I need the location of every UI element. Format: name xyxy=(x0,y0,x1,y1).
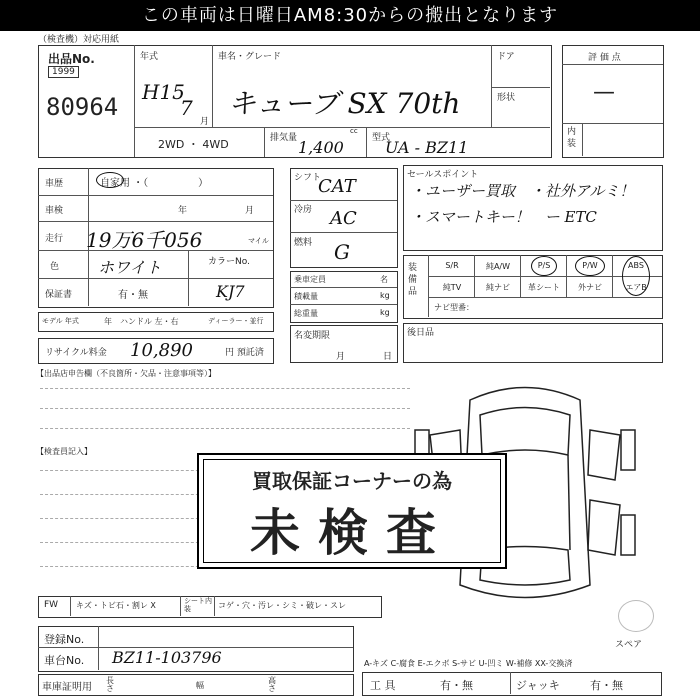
chassis-value: BZ11-103796 xyxy=(112,648,222,667)
model-year-era: H15 xyxy=(142,80,185,104)
inspection-month: 月 xyxy=(245,206,255,216)
equipment-label: 装備品 xyxy=(408,263,418,297)
capacity-label-1: 積載量 xyxy=(294,292,318,301)
aircon-value: AC xyxy=(330,208,357,229)
spare-label: スペア xyxy=(615,640,643,650)
shift-value: CAT xyxy=(318,176,356,197)
mileage-unit: マイル xyxy=(248,237,269,245)
model-year-month-suffix: 月 xyxy=(200,117,210,127)
cert-length: 長さ xyxy=(106,676,114,693)
color-value: ホワイト xyxy=(98,258,162,277)
cert-height: 高さ xyxy=(268,676,276,693)
fw-label: FW xyxy=(44,600,59,610)
drive-label: 2WD ・ 4WD xyxy=(158,138,229,151)
header-note: （検査機）対応用紙 xyxy=(38,35,120,45)
sales-points-label: セールスポイント xyxy=(407,170,479,180)
grade-label: 評 価 点 xyxy=(588,53,621,63)
listing-year-tag: 1999 xyxy=(48,66,79,78)
capacity-label-2: 総重量 xyxy=(294,309,318,318)
equip-aw: 純A/W xyxy=(485,262,511,271)
grade-value: — xyxy=(593,80,615,105)
capacity-label-0: 乗車定員 xyxy=(294,275,326,284)
mileage-label: 走行 xyxy=(45,234,64,244)
model-row-dealer: ディーラー・並行 xyxy=(208,317,264,325)
equip-navi: 純ナビ xyxy=(486,283,510,292)
sales-point-line-1: ・スマートキー！ ー ETC xyxy=(410,208,597,226)
recycle-value: 10,890 xyxy=(130,340,193,361)
equip-tv: 純TV xyxy=(442,283,462,292)
abs-airbag-circle xyxy=(622,256,650,296)
model-row-label: モデル 年式 xyxy=(42,317,79,325)
model-code-value: UA - BZ11 xyxy=(385,138,469,157)
model-row-year: 年 xyxy=(104,317,112,326)
displacement-unit: cc xyxy=(350,127,358,135)
car-name-value: キューブ SX 70th xyxy=(228,87,461,120)
jack-value: 有・無 xyxy=(590,679,623,692)
equip-airbag: エアB xyxy=(625,283,647,292)
car-name-label: 車名・グレード xyxy=(218,52,282,62)
pw-circle xyxy=(575,256,605,276)
capacity-unit-1: kg xyxy=(380,291,390,300)
displacement-label: 排気量 xyxy=(270,133,298,143)
sales-point-line-0: ・ユーザー買取 ・社外アルミ！ xyxy=(410,182,635,200)
capacity-unit-0: 名 xyxy=(380,275,388,284)
interior-label: 内装 xyxy=(567,127,577,149)
equip-ext-navi: 外ナビ xyxy=(578,283,602,292)
later-day-box xyxy=(403,323,663,363)
name-change-label: 名変期限 xyxy=(294,331,331,341)
mileage-value: 19万6千056 xyxy=(86,228,203,252)
damage-legend: A-キズ C-腐食 E-エクボ S-サビ U-凹ミ W-補修 XX-交換済 xyxy=(364,659,573,668)
later-day-label: 後日品 xyxy=(407,328,435,338)
ps-circle xyxy=(531,256,557,276)
fuel-value: G xyxy=(334,240,350,264)
listing-number: 80964 xyxy=(46,93,119,121)
inspector-label: 【検査員記入】 xyxy=(36,447,92,456)
name-change-day: 日 xyxy=(383,352,393,362)
color-code-value: KJ7 xyxy=(216,282,245,301)
model-year-label: 年式 xyxy=(140,52,159,62)
equip-ps: P/S xyxy=(537,261,551,270)
notice-banner: この車両は日曜日AM8:30からの搬出となります xyxy=(0,0,700,31)
model-year-month: 7 xyxy=(180,96,193,120)
name-change-month: 月 xyxy=(336,352,346,362)
color-label: 色 xyxy=(50,262,60,272)
chassis-label: 車台No. xyxy=(44,654,85,667)
model-code-label: 型式 xyxy=(372,133,391,143)
model-row-handle: ハンドル 左・右 xyxy=(120,317,179,326)
fw-text: キズ・トビ石・割レ X xyxy=(76,601,156,610)
stamp-top-text: 買取保証コーナーの為 xyxy=(252,469,452,493)
equip-abs: ABS xyxy=(628,261,644,270)
color-code-label: カラーNo. xyxy=(208,257,250,267)
cert-label: 車庫証明用 xyxy=(42,682,92,693)
recycle-label: リサイクル料金 xyxy=(45,348,107,358)
stamp-main-text: 未検査 xyxy=(250,504,454,562)
warranty-value: 有・無 xyxy=(118,290,148,301)
cert-width: 幅 xyxy=(196,681,204,690)
displacement-value: 1,400 xyxy=(298,138,344,157)
inspection-year: 年 xyxy=(178,206,188,216)
recycle-unit: 円 預託済 xyxy=(225,348,264,358)
jack-label: ジャッキ xyxy=(516,679,560,692)
inspection-label: 車検 xyxy=(45,206,64,216)
tools-label: 工 具 xyxy=(370,679,396,692)
shift-label: シフト xyxy=(294,173,322,183)
navi-model-label: ナビ型番： xyxy=(434,303,474,312)
fuel-label: 燃料 xyxy=(294,238,313,248)
dealer-notes-label: 【出品店申告欄（不良箇所・欠品・注意事項等）】 xyxy=(36,369,216,378)
door-label: ドア xyxy=(497,52,515,62)
seat-text: コゲ・穴・汚レ・シミ・破レ・スレ xyxy=(218,601,346,610)
registration-label: 登録No. xyxy=(44,633,85,646)
equip-sr: S/R xyxy=(445,261,459,270)
aircon-label: 冷房 xyxy=(294,205,313,215)
shape-label: 形状 xyxy=(497,93,516,103)
history-label: 車歴 xyxy=(45,179,64,189)
warranty-label: 保証書 xyxy=(45,290,73,300)
uninspected-stamp xyxy=(197,453,507,569)
equip-leather: 革シート xyxy=(528,283,560,292)
capacity-unit-2: kg xyxy=(380,308,390,317)
history-value: 自家用 ・（ ） xyxy=(100,178,209,189)
listing-label: 出品No. xyxy=(48,52,95,66)
tools-value: 有・無 xyxy=(440,679,473,692)
history-circle xyxy=(96,172,124,188)
spare-tire xyxy=(618,600,654,632)
seat-label: シート内装 xyxy=(184,597,212,613)
equip-pw: P/W xyxy=(582,261,598,270)
